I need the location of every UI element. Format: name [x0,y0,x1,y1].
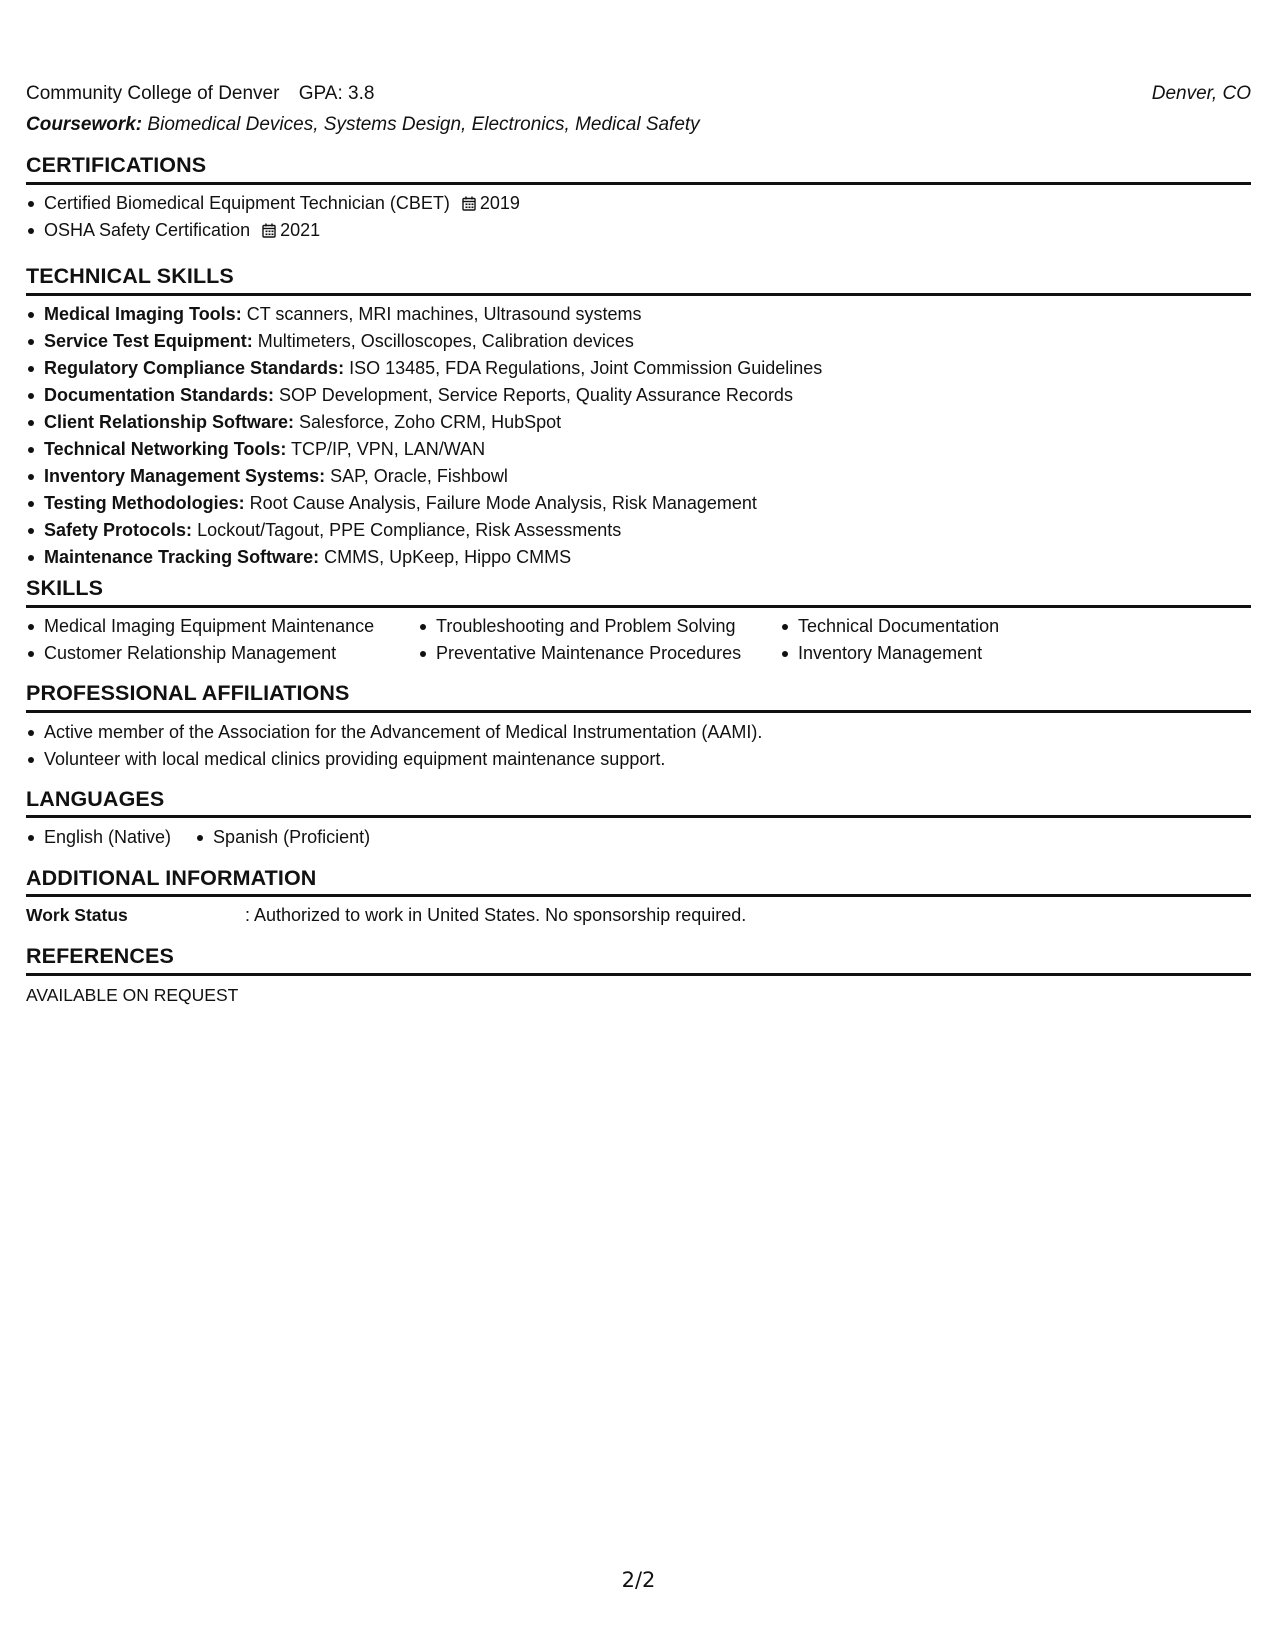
skill-values: TCP/IP, VPN, LAN/WAN [291,439,486,459]
skill-values: ISO 13485, FDA Regulations, Joint Commission Guidelines [349,358,823,378]
section-divider [26,293,1251,296]
skills-column [418,613,780,667]
list-item [26,301,822,328]
school-name: Community College of Denver [26,83,280,104]
education-line [26,81,1251,107]
skills-column [26,613,418,667]
affiliations-list [26,719,762,773]
certification-name: OSHA Safety Certification [44,220,251,240]
section-divider [26,973,1251,976]
skill-category: Service Test Equipment: [44,331,253,351]
list-item: Inventory Management [780,640,1080,667]
skill-category: Inventory Management Systems: [44,466,326,486]
skill-category: Documentation Standards: [44,385,275,405]
work-status-value: : Authorized to work in United States. No sponsorship required. [245,905,747,925]
section-divider [26,710,1251,713]
coursework-label: Coursework: [26,114,143,135]
skill-category: Regulatory Compliance Standards: [44,358,345,378]
skills-column [780,613,1080,667]
skill-values: SAP, Oracle, Fishbowl [330,466,508,486]
section-title-technical-skills: TECHNICAL SKILLS [26,264,234,288]
certification-year: 2021 [280,220,321,240]
list-item: Troubleshooting and Problem Solving [418,613,780,640]
skill-values: Lockout/Tagout, PPE Compliance, Risk Assessments [197,520,622,540]
section-title-languages: LANGUAGES [26,787,165,811]
list-item: Preventative Maintenance Procedures [418,640,780,667]
section-divider [26,182,1251,185]
list-item [26,409,822,436]
certification-year: 2019 [479,193,520,213]
certifications-list [26,190,520,244]
skill-values: CMMS, UpKeep, Hippo CMMS [324,547,572,567]
work-status-label: Work Status [26,905,128,925]
list-item: Medical Imaging Equipment Maintenance [26,613,418,640]
skill-values: SOP Development, Service Reports, Quality Assurance Records [279,385,793,405]
section-divider [26,894,1251,897]
languages-list [26,824,394,851]
section-divider [26,815,1251,818]
skill-category: Client Relationship Software: [44,412,295,432]
coursework-line [26,112,700,138]
skill-values: Salesforce, Zoho CRM, HubSpot [299,412,562,432]
list-item [26,436,822,463]
calendar-icon [262,223,276,238]
page-number: 2/2 [621,1568,656,1592]
list-item [26,355,822,382]
section-title-references: REFERENCES [26,944,174,968]
certification-name: Certified Biomedical Equipment Technician (CBET) [44,193,450,213]
list-item [26,217,520,244]
list-item: Technical Documentation [780,613,1080,640]
list-item: Volunteer with local medical clinics providing equipment maintenance support. [26,746,762,773]
references-text: AVAILABLE ON REQUEST [26,985,239,1005]
list-item: Active member of the Association for the Advancement of Medical Instrumentation (AAMI). [26,719,762,746]
section-title-certifications: CERTIFICATIONS [26,153,207,177]
list-item [26,382,822,409]
skill-values: Root Cause Analysis, Failure Mode Analysis, Risk Management [249,493,757,513]
list-item [26,328,822,355]
skill-category: Maintenance Tracking Software: [44,547,320,567]
resume-page [26,0,1251,1650]
skill-category: Medical Imaging Tools: [44,304,242,324]
skill-category: Safety Protocols: [44,520,193,540]
list-item: Customer Relationship Management [26,640,418,667]
skill-values: Multimeters, Oscilloscopes, Calibration devices [257,331,634,351]
section-title-skills: SKILLS [26,576,104,600]
calendar-icon [462,196,476,211]
list-item [26,463,822,490]
section-divider [26,605,1251,608]
gpa: GPA: 3.8 [298,83,375,104]
list-item [26,190,520,217]
skill-category: Technical Networking Tools: [44,439,287,459]
list-item [26,544,822,571]
list-item: Spanish (Proficient) [195,824,370,851]
technical-skills-list [26,301,822,571]
coursework-value: Biomedical Devices, Systems Design, Electronics, Medical Safety [147,114,700,135]
list-item [26,517,822,544]
section-title-affiliations: PROFESSIONAL AFFILIATIONS [26,681,350,705]
skills-columns [26,613,1080,667]
languages-row [26,824,394,851]
skill-category: Testing Methodologies: [44,493,245,513]
section-title-additional-information: ADDITIONAL INFORMATION [26,866,317,890]
education-location: Denver, CO [1151,83,1251,104]
skill-values: CT scanners, MRI machines, Ultrasound systems [246,304,642,324]
list-item [26,490,822,517]
list-item: English (Native) [26,824,171,851]
